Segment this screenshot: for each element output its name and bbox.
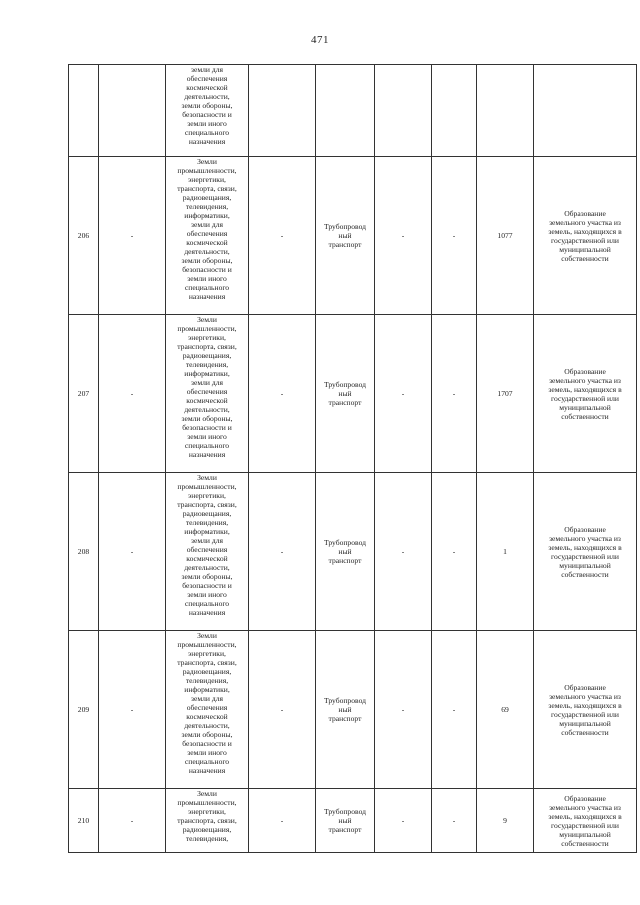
table-row-continuation	[69, 65, 637, 157]
usage-type-line: ный	[338, 705, 352, 714]
land-category-line: безопасности и	[182, 110, 232, 119]
land-category-line: Земли	[197, 473, 217, 482]
land-category-line: земли обороны,	[181, 572, 233, 581]
cell-col-d: -	[249, 631, 316, 789]
land-category-text	[168, 473, 246, 630]
cell-usage-type	[316, 315, 375, 473]
purpose-line: земельного участка из	[549, 802, 621, 812]
land-category-line: безопасности и	[182, 581, 232, 590]
purpose-line: собственности	[561, 253, 609, 263]
cell-col-b: -	[99, 789, 166, 853]
cell-col-d	[249, 65, 316, 157]
usage-type-line: транспорт	[328, 240, 362, 249]
usage-type-line: транспорт	[328, 556, 362, 565]
land-category-line: земли для	[190, 536, 224, 545]
land-category-line: энергетики,	[188, 491, 226, 500]
land-category-text	[168, 631, 246, 788]
land-category-line: обеспечения	[186, 74, 228, 83]
cell-col-f: -	[375, 473, 432, 631]
purpose-line: собственности	[561, 411, 609, 421]
purpose-line: собственности	[561, 727, 609, 737]
cell-purpose	[534, 631, 637, 789]
cell-purpose	[534, 157, 637, 315]
land-category-line: Земли	[197, 631, 217, 640]
land-category-line: обеспечения	[186, 545, 228, 554]
land-category-line: земли иного	[187, 748, 227, 757]
land-category-line: радиовещания,	[182, 351, 232, 360]
land-category-line: радиовещания,	[182, 825, 232, 834]
land-category-text	[168, 789, 246, 852]
usage-type-line: Трубопровод	[323, 538, 367, 547]
table-row	[69, 789, 637, 853]
cell-col-d: -	[249, 789, 316, 853]
cell-col-b	[99, 65, 166, 157]
land-category-line: информатики,	[184, 211, 230, 220]
cell-land-category	[166, 315, 249, 473]
purpose-line: государственной или	[551, 551, 619, 561]
land-category-line: земли для	[190, 378, 224, 387]
usage-type-line: транспорт	[328, 398, 362, 407]
cell-col-f: -	[375, 789, 432, 853]
table-body	[69, 65, 637, 853]
land-category-line: Земли	[197, 315, 217, 324]
cell-area: 1077	[477, 157, 534, 315]
purpose-line: муниципальной	[559, 829, 611, 839]
land-category-line: транспорта, связи,	[177, 658, 237, 667]
land-category-line: телевидения,	[185, 676, 229, 685]
table-row	[69, 473, 637, 631]
land-category-line: назначения	[188, 766, 226, 775]
land-category-line: назначения	[188, 292, 226, 301]
purpose-line: земельного участка из	[549, 533, 621, 543]
purpose-line: Образование	[564, 208, 606, 218]
cell-land-category	[166, 65, 249, 157]
land-category-line: радиовещания,	[182, 193, 232, 202]
cell-col-b: -	[99, 473, 166, 631]
usage-type-line: Трубопровод	[323, 380, 367, 389]
cell-purpose	[534, 65, 637, 157]
cell-col-d: -	[249, 315, 316, 473]
land-category-line: обеспечения	[186, 387, 228, 396]
land-category-line: земли иного	[187, 432, 227, 441]
land-category-line: земли обороны,	[181, 101, 233, 110]
purpose-line: Образование	[564, 366, 606, 376]
land-category-line: безопасности и	[182, 423, 232, 432]
cell-land-category	[166, 631, 249, 789]
land-category-line: информатики,	[184, 369, 230, 378]
cell-col-d: -	[249, 473, 316, 631]
cell-usage-type	[316, 789, 375, 853]
purpose-line: государственной или	[551, 820, 619, 830]
land-category-line: промышленности,	[177, 482, 237, 491]
land-category-line: энергетики,	[188, 649, 226, 658]
land-category-line: земли иного	[187, 119, 227, 128]
cell-usage-type	[316, 473, 375, 631]
purpose-line: земель, находящихся в	[548, 384, 622, 394]
cell-col-f: -	[375, 631, 432, 789]
purpose-line: земельного участка из	[549, 375, 621, 385]
usage-type-line: транспорт	[328, 825, 362, 834]
cell-land-category	[166, 157, 249, 315]
cell-number: 210	[69, 789, 99, 853]
land-plot-table	[68, 64, 637, 853]
usage-type-line: транспорт	[328, 714, 362, 723]
purpose-line: собственности	[561, 838, 609, 848]
land-category-line: обеспечения	[186, 703, 228, 712]
purpose-line: муниципальной	[559, 244, 611, 254]
land-category-line: назначения	[188, 450, 226, 459]
land-category-line: специального	[184, 128, 230, 137]
land-category-line: телевидения,	[185, 360, 229, 369]
land-category-line: обеспечения	[186, 229, 228, 238]
land-category-line: специального	[184, 757, 230, 766]
land-category-line: энергетики,	[188, 175, 226, 184]
land-category-line: промышленности,	[177, 324, 237, 333]
land-category-line: транспорта, связи,	[177, 342, 237, 351]
land-category-line: энергетики,	[188, 807, 226, 816]
usage-type-line: Трубопровод	[323, 696, 367, 705]
land-category-line: земли для	[190, 65, 224, 74]
purpose-line: земель, находящихся в	[548, 700, 622, 710]
land-category-line: транспорта, связи,	[177, 500, 237, 509]
cell-purpose	[534, 789, 637, 853]
land-category-line: космической	[186, 554, 228, 563]
land-category-line: деятельности,	[184, 563, 230, 572]
cell-col-b: -	[99, 157, 166, 315]
cell-purpose	[534, 315, 637, 473]
land-category-line: промышленности,	[177, 798, 237, 807]
purpose-line: земель, находящихся в	[548, 226, 622, 236]
cell-usage-type	[316, 631, 375, 789]
purpose-line: муниципальной	[559, 402, 611, 412]
land-category-line: специального	[184, 441, 230, 450]
land-category-text	[168, 65, 246, 156]
land-category-line: телевидения,	[185, 202, 229, 211]
cell-col-d: -	[249, 157, 316, 315]
land-category-line: деятельности,	[184, 405, 230, 414]
land-category-line: транспорта, связи,	[177, 816, 237, 825]
purpose-line: государственной или	[551, 393, 619, 403]
purpose-line: земельного участка из	[549, 217, 621, 227]
purpose-line: Образование	[564, 682, 606, 692]
land-category-line: космической	[186, 238, 228, 247]
purpose-line: земель, находящихся в	[548, 542, 622, 552]
land-category-line: телевидения,	[185, 518, 229, 527]
cell-purpose	[534, 473, 637, 631]
cell-number: 207	[69, 315, 99, 473]
cell-col-b: -	[99, 631, 166, 789]
cell-col-g: -	[432, 631, 477, 789]
land-category-line: деятельности,	[184, 92, 230, 101]
land-category-line: информатики,	[184, 527, 230, 536]
cell-area: 69	[477, 631, 534, 789]
land-category-line: специального	[184, 599, 230, 608]
cell-number: 208	[69, 473, 99, 631]
usage-type-line: ный	[338, 816, 352, 825]
purpose-line: Образование	[564, 524, 606, 534]
page-number: 471	[311, 34, 329, 46]
land-category-line: радиовещания,	[182, 509, 232, 518]
purpose-line: муниципальной	[559, 718, 611, 728]
land-category-line: космической	[186, 712, 228, 721]
land-category-line: промышленности,	[177, 640, 237, 649]
land-category-line: промышленности,	[177, 166, 237, 175]
purpose-line: собственности	[561, 569, 609, 579]
land-category-line: земли обороны,	[181, 414, 233, 423]
land-category-line: транспорта, связи,	[177, 184, 237, 193]
cell-area: 9	[477, 789, 534, 853]
purpose-line: государственной или	[551, 235, 619, 245]
land-category-line: земли иного	[187, 274, 227, 283]
cell-col-f: -	[375, 157, 432, 315]
land-category-line: земли обороны,	[181, 730, 233, 739]
land-category-line: безопасности и	[182, 739, 232, 748]
cell-usage-type	[316, 157, 375, 315]
purpose-line: муниципальной	[559, 560, 611, 570]
usage-type-line: ный	[338, 547, 352, 556]
land-category-line: земли иного	[187, 590, 227, 599]
land-category-line: радиовещания,	[182, 667, 232, 676]
usage-type-line: Трубопровод	[323, 807, 367, 816]
land-category-line: энергетики,	[188, 333, 226, 342]
cell-col-f: -	[375, 315, 432, 473]
cell-col-b: -	[99, 315, 166, 473]
land-category-line: космической	[186, 83, 228, 92]
land-category-line: Земли	[197, 789, 217, 798]
cell-number: 206	[69, 157, 99, 315]
purpose-line: Образование	[564, 793, 606, 803]
land-category-line: назначения	[188, 608, 226, 617]
cell-area: 1	[477, 473, 534, 631]
land-category-line: специального	[184, 283, 230, 292]
cell-usage-type	[316, 65, 375, 157]
land-category-line: информатики,	[184, 685, 230, 694]
land-category-line: земли для	[190, 694, 224, 703]
land-category-line: телевидения,	[185, 834, 229, 843]
cell-area	[477, 65, 534, 157]
usage-type-line: ный	[338, 389, 352, 398]
cell-area: 1707	[477, 315, 534, 473]
land-category-line: земли обороны,	[181, 256, 233, 265]
cell-col-g: -	[432, 157, 477, 315]
table-row	[69, 315, 637, 473]
purpose-line: государственной или	[551, 709, 619, 719]
usage-type-line: ный	[338, 231, 352, 240]
land-category-line: космической	[186, 396, 228, 405]
land-category-text	[168, 315, 246, 472]
cell-land-category	[166, 789, 249, 853]
land-category-line: безопасности и	[182, 265, 232, 274]
land-category-line: Земли	[197, 157, 217, 166]
table-row	[69, 631, 637, 789]
land-category-line: назначения	[188, 137, 226, 146]
cell-number	[69, 65, 99, 157]
table-row	[69, 157, 637, 315]
purpose-line: земель, находящихся в	[548, 811, 622, 821]
cell-col-g: -	[432, 315, 477, 473]
cell-col-g	[432, 65, 477, 157]
cell-col-g: -	[432, 789, 477, 853]
usage-type-line: Трубопровод	[323, 222, 367, 231]
cell-number: 209	[69, 631, 99, 789]
land-category-line: земли для	[190, 220, 224, 229]
land-category-text	[168, 157, 246, 314]
land-category-line: деятельности,	[184, 247, 230, 256]
cell-col-g: -	[432, 473, 477, 631]
land-category-line: деятельности,	[184, 721, 230, 730]
cell-col-f	[375, 65, 432, 157]
cell-land-category	[166, 473, 249, 631]
purpose-line: земельного участка из	[549, 691, 621, 701]
